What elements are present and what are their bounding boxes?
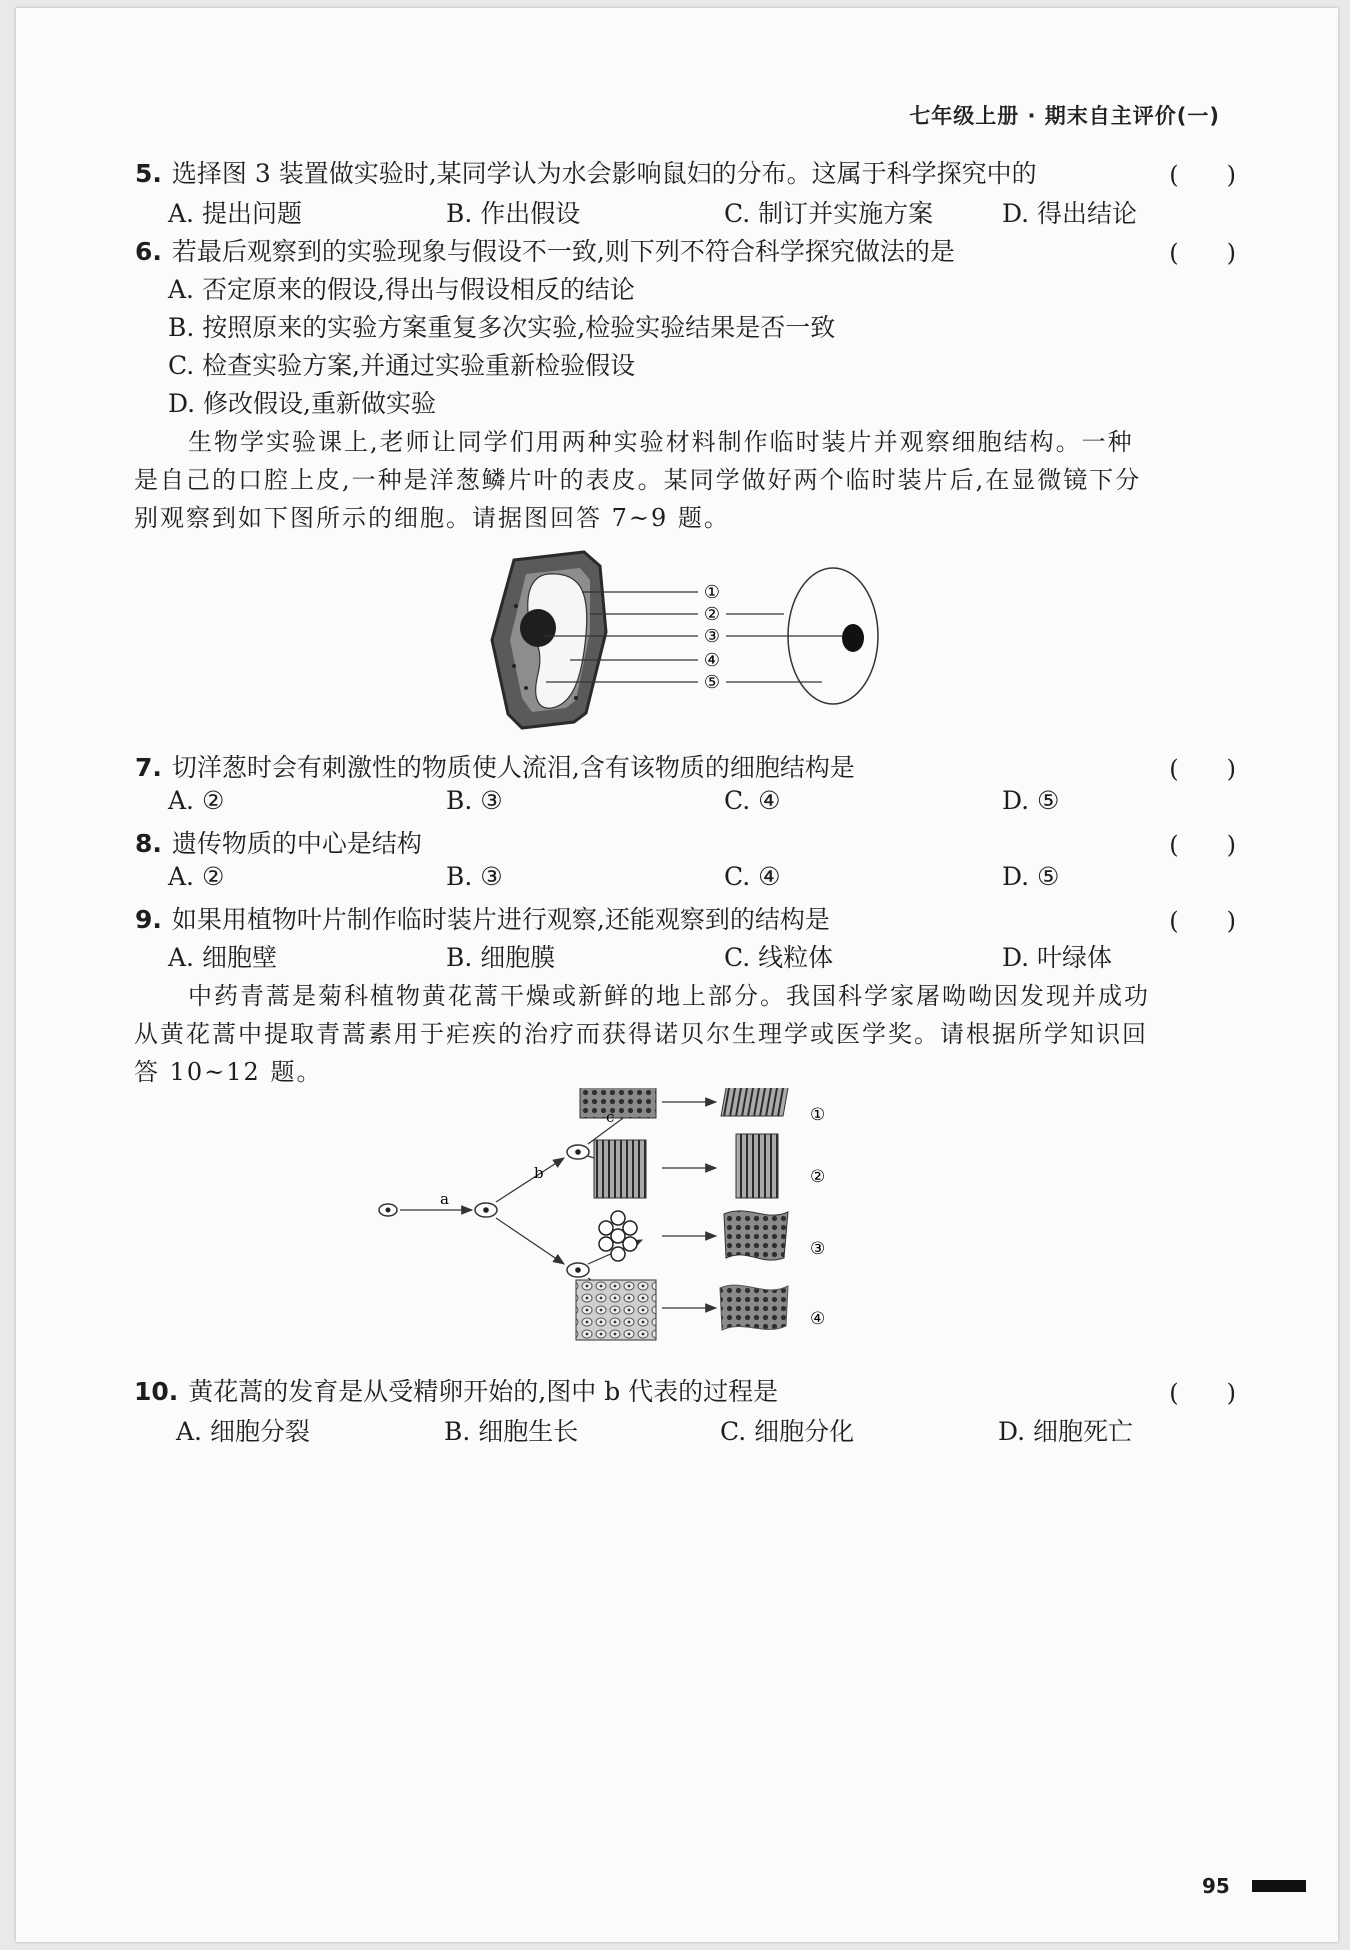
option-d: D. 得出结论: [1002, 199, 1138, 228]
tissue-label-3: ③: [810, 1239, 826, 1259]
passage-1-line-3: 别观察到如下图所示的细胞。请据图回答 7~9 题。: [134, 504, 730, 532]
answer-blank: ( ): [1169, 755, 1236, 783]
passage-1-line-1: 生物学实验课上,老师让同学们用两种实验材料制作临时装片并观察细胞结构。一种: [188, 428, 1134, 456]
option-b: B. 细胞膜: [446, 943, 556, 972]
option-d: D. ⑤: [1002, 786, 1060, 815]
question-5: [135, 154, 1037, 190]
question-stem: 黄花蒿的发育是从受精卵开始的,图中 b 代表的过程是: [188, 1377, 779, 1406]
answer-blank: ( ): [1169, 907, 1236, 935]
question-stem: 切洋葱时会有刺激性的物质使人流泪,含有该物质的细胞结构是: [171, 753, 855, 782]
option-c: C. 线粒体: [724, 943, 834, 972]
question-7: [135, 748, 855, 784]
option-c: C. ④: [724, 862, 781, 891]
question-stem: 遗传物质的中心是结构: [171, 829, 422, 858]
passage-2-line-2: 从黄花蒿中提取青蒿素用于疟疾的治疗而获得诺贝尔生理学或医学奖。请根据所学知识回: [134, 1020, 1148, 1048]
answer-blank: ( ): [1169, 831, 1236, 859]
structure-labels: [704, 582, 720, 693]
option-a: A. 提出问题: [168, 199, 302, 228]
label-2: ②: [703, 604, 721, 625]
process-label-a: a: [440, 1190, 449, 1208]
label-4: ④: [703, 650, 721, 671]
label-1: ①: [703, 582, 721, 603]
tissue-label-4: ④: [810, 1309, 826, 1329]
process-label-b: b: [534, 1164, 544, 1182]
option-a: A. 细胞壁: [168, 943, 277, 972]
question-number: 9.: [135, 905, 162, 934]
option-b: B. 作出假设: [446, 199, 581, 228]
option-b: B. 细胞生长: [444, 1417, 579, 1446]
option-a: A. 否定原来的假设,得出与假设相反的结论: [168, 275, 635, 304]
label-3: ③: [703, 626, 721, 647]
page-header: 七年级上册 · 期末自主评价(一): [909, 104, 1220, 128]
option-c: C. 制订并实施方案: [724, 199, 934, 228]
question-10: [134, 1372, 778, 1408]
answer-blank: ( ): [1169, 161, 1236, 189]
question-8: [135, 824, 422, 860]
process-label-c: c: [606, 1108, 615, 1126]
option-c: C. 细胞分化: [720, 1417, 855, 1446]
option-d: D. 修改假设,重新做实验: [168, 389, 436, 418]
answer-blank: ( ): [1169, 239, 1236, 267]
passage-1-line-2: 是自己的口腔上皮,一种是洋葱鳞片叶的表皮。某同学做好两个临时装片后,在显微镜下分: [134, 466, 1142, 494]
passage-2-line-3: 答 10~12 题。: [134, 1058, 323, 1086]
textbook-page: [16, 8, 1338, 1942]
question-9: [135, 900, 830, 936]
onion-epidermal-cell: [492, 552, 606, 728]
cell-diagram: [486, 548, 906, 738]
question-stem: 选择图 3 装置做实验时,某同学认为水会影响鼠妇的分布。这属于科学探究中的: [171, 159, 1037, 188]
option-c: C. ④: [724, 786, 781, 815]
question-number: 7.: [135, 753, 162, 782]
page-number-bar: [1252, 1880, 1306, 1892]
option-d: D. 细胞死亡: [998, 1417, 1134, 1446]
page-number: 95: [1202, 1874, 1230, 1898]
option-a: A. 细胞分裂: [176, 1417, 310, 1446]
question-number: 5.: [135, 159, 162, 188]
question-number: 6.: [135, 237, 162, 266]
option-c: C. 检查实验方案,并通过实验重新检验假设: [168, 351, 636, 380]
question-6: [135, 232, 955, 268]
option-b: B. 按照原来的实验方案重复多次实验,检验实验结果是否一致: [168, 313, 836, 342]
process-labels: [356, 1088, 1076, 1368]
option-d: D. ⑤: [1002, 862, 1060, 891]
tissue-label-2: ②: [810, 1167, 826, 1187]
passage-2-line-1: 中药青蒿是菊科植物黄花蒿干燥或新鲜的地上部分。我国科学家屠呦呦因发现并成功: [188, 982, 1150, 1010]
option-a: A. ②: [168, 786, 225, 815]
option-d: D. 叶绿体: [1002, 943, 1113, 972]
question-stem: 若最后观察到的实验现象与假设不一致,则下列不符合科学探究做法的是: [171, 237, 955, 266]
option-b: B. ③: [446, 862, 503, 891]
question-number: 8.: [135, 829, 162, 858]
label-5: ⑤: [703, 672, 721, 693]
question-number: 10.: [134, 1377, 179, 1406]
option-a: A. ②: [168, 862, 225, 891]
answer-blank: ( ): [1169, 1379, 1236, 1407]
question-stem: 如果用植物叶片制作临时装片进行观察,还能观察到的结构是: [171, 905, 830, 934]
tissue-label-1: ①: [810, 1105, 826, 1125]
option-b: B. ③: [446, 786, 503, 815]
